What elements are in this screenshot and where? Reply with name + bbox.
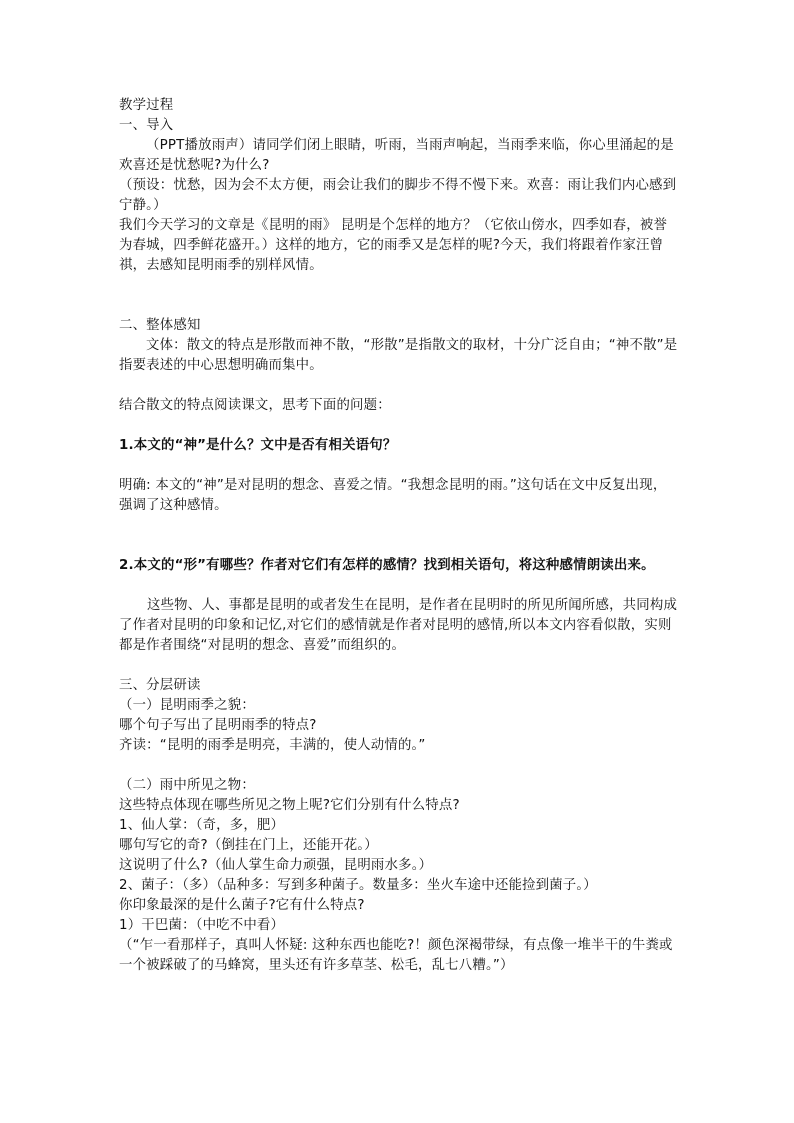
answer-2: 这些物、人、事都是昆明的或者发生在昆明，是作者在昆明时的所见所闻所感，共同构成了作者对昆明的印象和记忆,对它们的感情就是作者对昆明的感情,所以本文内容看似散，实则都是作者围绕“对昆明的想念、喜爱”而组织的。 [119, 598, 678, 653]
spacer [119, 376, 679, 396]
spacer [119, 516, 679, 556]
spacer [119, 756, 679, 776]
section-heading-intro: 一、导入 [119, 118, 174, 133]
item-mushroom-subtitle: 1）干巴菌：（中吃不中看） [119, 918, 285, 933]
section-heading-layered-reading: 三、分层研读 [119, 678, 201, 693]
spacer [119, 656, 679, 676]
document-content [119, 96, 679, 976]
spacer [119, 576, 679, 596]
question-1: 1.本文的“神”是什么？文中是否有相关语句？ [119, 438, 397, 453]
spacer [119, 416, 679, 436]
intro-paragraph-kunming: 我们今天学习的文章是《昆明的雨》 昆明是个怎样的地方？（它依山傍水，四季如春，被誉为春城，四季鲜花盛开。）这样的地方，它的雨季又是怎样的呢?今天，我们将跟着作家汪曾祺，去感知昆明雨季的别样风情。 [119, 218, 668, 273]
document-title: 教学过程 [119, 98, 174, 113]
spacer [119, 276, 679, 316]
subsection-question-things-seen: 这些特点体现在哪些所见之物上呢?它们分别有什么特点? [119, 798, 460, 813]
question-2: 2.本文的“形”有哪些？作者对它们有怎样的感情？找到相关语句，将这种感情朗读出来。 [119, 558, 655, 573]
item-mushroom-title: 2、菌子：（多）（品种多：写到多种菌子。数量多：坐火车途中还能捡到菌子。） [119, 878, 597, 893]
spacer [119, 456, 679, 476]
item-mushroom-quote: （“乍一看那样子，真叫人怀疑: 这种东西也能吃?！颜色深褐带绿，有点像一堆半干的牛粪或一个被踩破了的马蜂窝，里头还有许多草茎、松毛，乱七八糟。”） [119, 938, 673, 973]
item-cactus-title: 1、仙人掌：（奇，多，肥） [119, 818, 285, 833]
section-heading-overview: 二、整体感知 [119, 318, 201, 333]
answer-1: 明确: 本文的“神”是对昆明的想念、喜爱之情。“我想念昆明的雨。”这句话在文中反复出现，强调了这种感情。 [119, 478, 667, 513]
item-mushroom-question: 你印象最深的是什么菌子?它有什么特点? [119, 898, 365, 913]
intro-paragraph-preset: （预设：忧愁，因为会不太方便，雨会让我们的脚步不得不慢下来。欢喜：雨让我们内心感到宁静。） [119, 178, 677, 213]
subsection-heading-things-seen: （二）雨中所见之物： [119, 778, 255, 793]
overview-paragraph-genre: 文体：散文的特点是形散而神不散，“形散”是指散文的取材，十分广泛自由；“神不散”是指要表述的中心思想明确而集中。 [119, 338, 678, 373]
overview-paragraph-prompt: 结合散文的特点阅读课文，思考下面的问题： [119, 398, 391, 413]
subsection-heading-rainy-season: （一）昆明雨季之貌： [119, 698, 255, 713]
subsection-answer-rainy-season: 齐读：“昆明的雨季是明亮，丰满的，使人动情的。” [119, 738, 426, 753]
item-cactus-question: 哪句写它的奇?（倒挂在门上，还能开花。） [119, 838, 378, 853]
subsection-question-rainy-season: 哪个句子写出了昆明雨季的特点? [119, 718, 317, 733]
item-cactus-answer: 这说明了什么?（仙人掌生命力顽强，昆明雨水多。） [119, 858, 433, 873]
intro-paragraph-rain: （PPT播放雨声）请同学们闭上眼睛，听雨，当雨声响起，当雨季来临，你心里涌起的是欢喜还是忧愁呢?为什么? [119, 138, 674, 173]
